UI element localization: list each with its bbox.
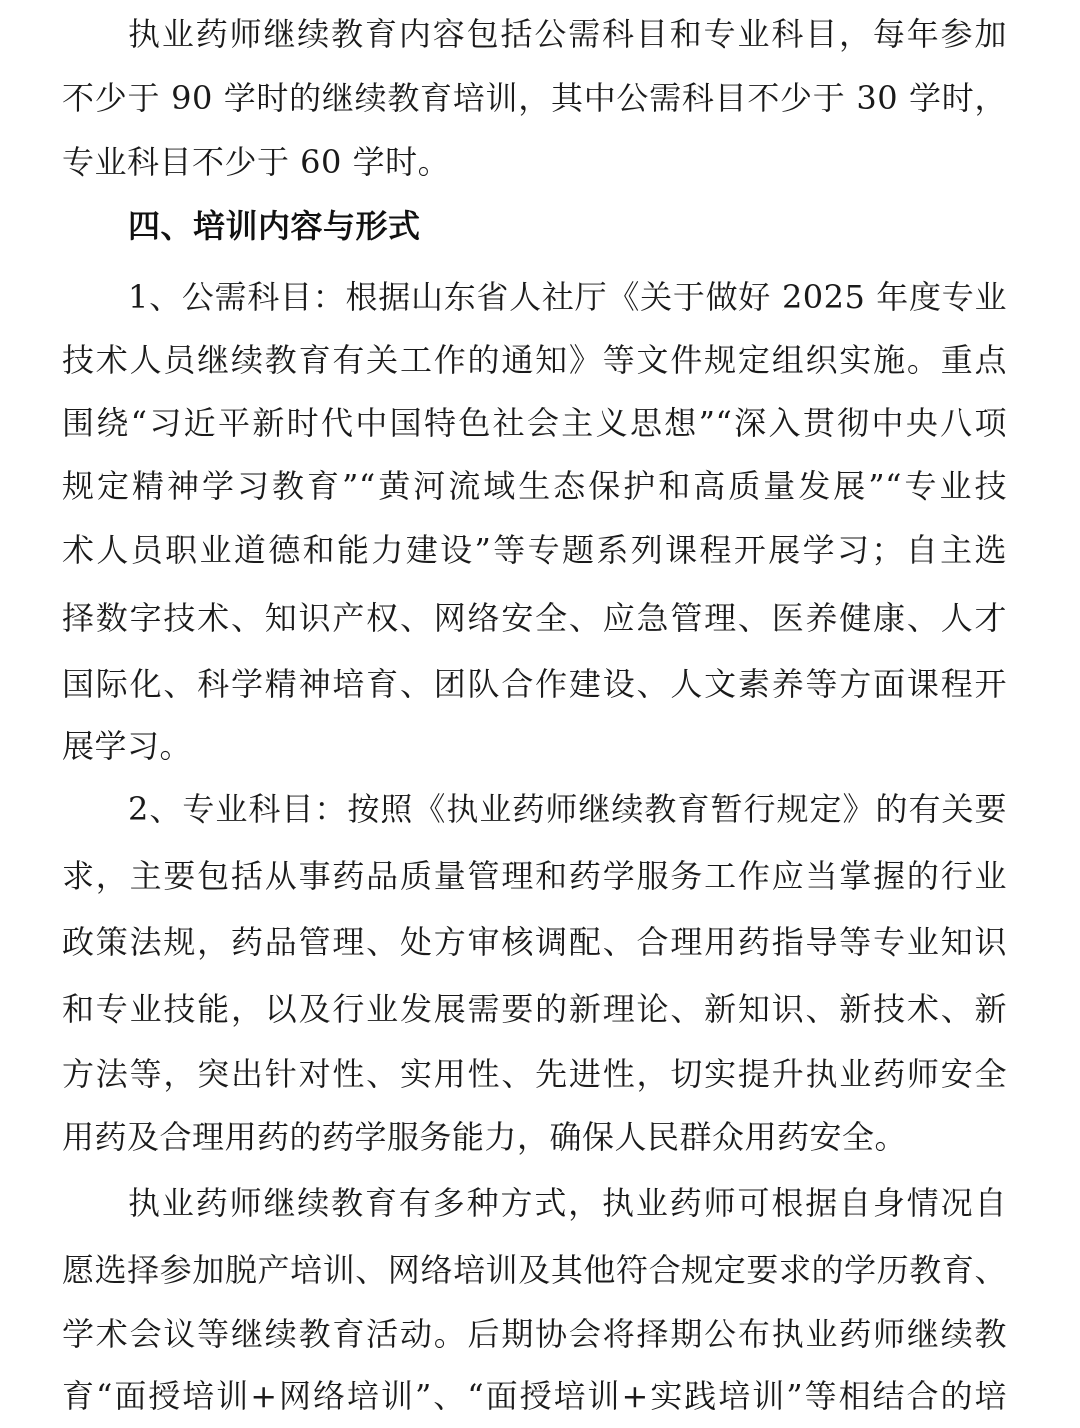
paragraph-line: 国际化、科学精神培育、团队合作建设、人文素养等方面课程开: [62, 665, 1007, 703]
paragraph-line: 政策法规，药品管理、处方审核调配、合理用药指导等专业知识: [62, 923, 1007, 961]
paragraph-line: 术人员职业道德和能力建设”等专题系列课程开展学习；自主选: [62, 531, 1007, 569]
paragraph-line: 执业药师继续教育有多种方式，执业药师可根据自身情况自: [128, 1184, 1007, 1222]
paragraph-line: 执业药师继续教育内容包括公需科目和专业科目，每年参加: [128, 15, 1007, 53]
paragraph-line: 求，主要包括从事药品质量管理和药学服务工作应当掌握的行业: [62, 857, 1007, 895]
paragraph-line: 规定精神学习教育”“黄河流域生态保护和高质量发展”“专业技: [62, 467, 1007, 505]
paragraph-line: 和专业技能，以及行业发展需要的新理论、新知识、新技术、新: [62, 990, 1007, 1028]
paragraph-line: 不少于 90 学时的继续教育培训，其中公需科目不少于 30 学时，: [62, 79, 1007, 117]
paragraph-line: 专业科目不少于 60 学时。: [62, 143, 451, 181]
section-heading: 四、培训内容与形式: [128, 207, 421, 245]
paragraph-line: 育“面授培训+网络培训”、“面授培训+实践培训”等相结合的培: [62, 1377, 1007, 1415]
paragraph-line: 围绕“习近平新时代中国特色社会主义思想”“深入贯彻中央八项: [62, 404, 1007, 442]
paragraph-line: 2、专业科目：按照《执业药师继续教育暂行规定》的有关要: [128, 790, 1007, 828]
paragraph-line: 愿选择参加脱产培训、网络培训及其他符合规定要求的学历教育、: [62, 1251, 1007, 1289]
paragraph-line: 用药及合理用药的药学服务能力，确保人民群众用药安全。: [62, 1118, 908, 1156]
paragraph-line: 1、公需科目：根据山东省人社厅《关于做好 2025 年度专业: [128, 278, 1007, 316]
paragraph-line: 择数字技术、知识产权、网络安全、应急管理、医养健康、人才: [62, 599, 1007, 637]
paragraph-line: 展学习。: [62, 727, 193, 765]
paragraph-line: 学术会议等继续教育活动。后期协会将择期公布执业药师继续教: [62, 1315, 1007, 1353]
paragraph-line: 技术人员继续教育有关工作的通知》等文件规定组织实施。重点: [62, 341, 1007, 379]
paragraph-line: 方法等，突出针对性、实用性、先进性，切实提升执业药师安全: [62, 1055, 1007, 1093]
